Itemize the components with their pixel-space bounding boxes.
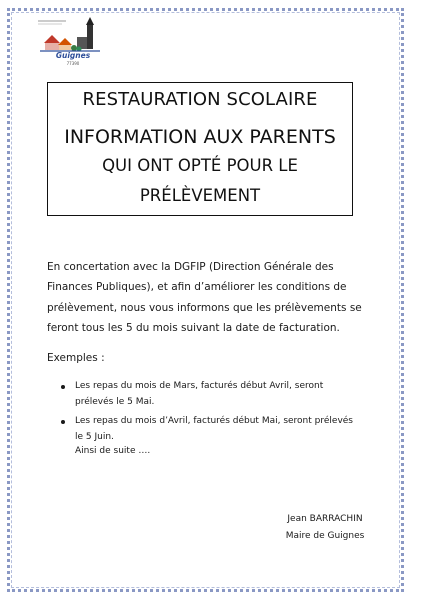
signature-name: Jean BARRACHIN bbox=[287, 514, 363, 524]
body-paragraph: En concertation avec la DGFIP (Direction Générale des Finances Publiques), et afin d’améliorer les conditions de prélèvement, nous vous informons que les prélèvements se feront tous les 5 du mois suivant la date de facturation. bbox=[47, 261, 362, 334]
list-item bbox=[60, 379, 360, 410]
signature-block bbox=[270, 511, 380, 545]
town-logo bbox=[32, 15, 110, 71]
examples-etc: Ainsi de suite …. bbox=[75, 446, 151, 456]
title-restauration: RESTAURATION SCOLAIRE bbox=[82, 89, 318, 110]
examples-label: Exemples : bbox=[47, 352, 105, 364]
title-information: INFORMATION AUX PARENTS bbox=[64, 126, 336, 148]
list-item bbox=[60, 414, 360, 445]
title-opte: QUI ONT OPTÉ POUR LE bbox=[102, 156, 298, 175]
signature-role: Maire de Guignes bbox=[285, 531, 365, 541]
title-prelevement: PRÉLÈVEMENT bbox=[139, 186, 261, 205]
example-text: Les repas du mois d’Avril, facturés début Mai, seront prélevés le 5 Juin. bbox=[75, 416, 353, 442]
logo-subtitle: 77390 bbox=[66, 61, 80, 66]
bullet-icon bbox=[61, 420, 65, 424]
logo-town-name: Guignes bbox=[55, 51, 91, 60]
example-text: Les repas du mois de Mars, facturés début Avril, seront prélevés le 5 Mai. bbox=[75, 381, 324, 407]
town-hall-logo-icon bbox=[32, 15, 110, 55]
examples-list bbox=[60, 379, 360, 449]
title-box bbox=[47, 82, 353, 216]
bullet-icon bbox=[61, 385, 65, 389]
